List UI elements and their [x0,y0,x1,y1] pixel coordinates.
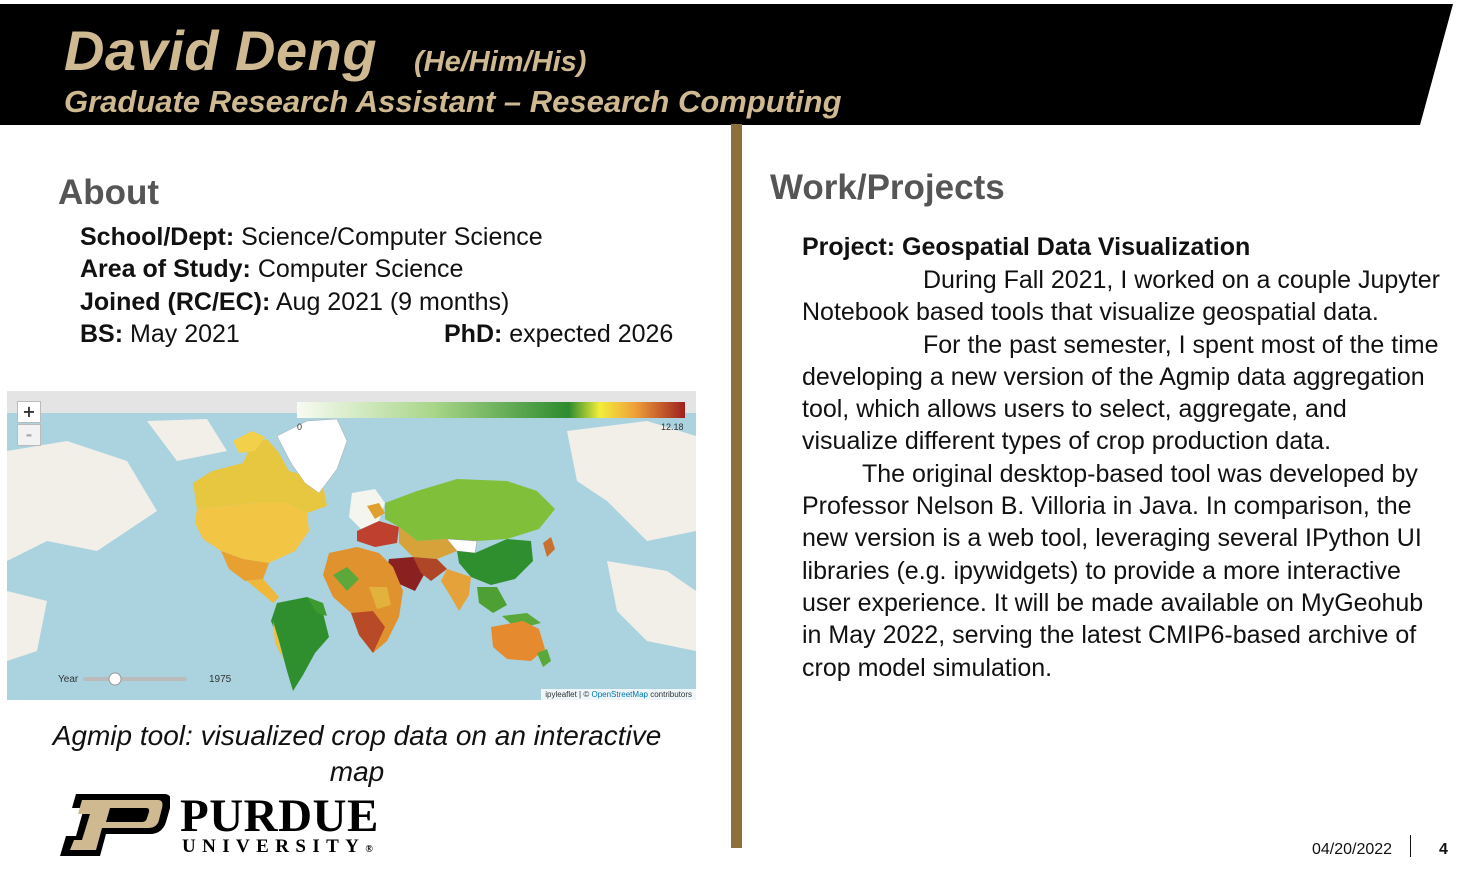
project-title: Project: Geospatial Data Visualization [802,233,1251,261]
map-attribution [541,689,696,700]
presenter-name: David Deng [64,19,378,82]
colorbar-max-label: 12.18 [661,422,684,432]
world-map-graphic [7,391,696,700]
bs-line [80,320,240,349]
title-banner [0,4,1470,125]
year-slider-label: Year [58,674,79,685]
presenter-role: Graduate Research Assistant – Research Computing [64,84,842,119]
year-slider-handle[interactable] [109,673,121,685]
zoom-in-button[interactable]: + [17,401,41,423]
page-number: 4 [1439,841,1448,858]
colorbar-min-label: 0 [297,422,303,432]
map-caption: Agmip tool: visualized crop data on an interactive map [52,720,662,787]
area-value: Computer Science [257,255,464,283]
area-label: Area of Study: [80,255,251,283]
footer-date: 04/20/2022 [1312,841,1393,858]
purdue-p-logo [58,794,170,856]
joined-label: Joined (RC/EC): [80,288,271,316]
paragraph-2: For the past semester, I spent most of the time developing a new version of the Agmip data aggregation tool, which allows users to select, aggregate, and visualize different types of crop production data. [802,330,1439,456]
school-label: School/Dept: [80,223,235,251]
registered-mark: ® [365,844,373,855]
phd-label: PhD: [444,320,503,348]
footer-separator [1410,835,1411,857]
work-heading: Work/Projects [770,168,1005,207]
project-description [802,264,1442,684]
area-line [80,255,463,284]
about-heading: About [58,173,160,212]
column-divider [731,124,742,848]
openstreetmap-link[interactable]: OpenStreetMap [591,690,648,699]
zoom-out-button[interactable]: - [17,424,41,446]
paragraph-3: The original desktop-based tool was developed by Professor Nelson B. Villoria in Java. In comparison, the new version is a web tool, leveraging several IPython UI libraries (e.g. ipywidgets) to provide a more interactive user experience. It will be made available on MyGeohub in May 2022, serving the latest CMIP6-based archive of crop model simulation. [802,459,1424,682]
school-value: Science/Computer Science [241,223,543,251]
university-text: UNIVERSITY [182,836,366,857]
phd-line [444,320,673,349]
paragraph-1: During Fall 2021, I worked on a couple Jupyter Notebook based tools that visualize geospatial data. [802,266,1440,327]
attribution-suffix: contributors [650,690,692,699]
purdue-wordmark: PURDUE [180,790,379,842]
school-line [80,223,543,252]
year-slider-value: 1975 [209,674,232,685]
joined-line [80,288,509,317]
phd-value: expected 2026 [509,320,674,348]
bs-value: May 2021 [130,320,240,348]
presenter-pronouns: (He/Him/His) [414,46,587,78]
university-wordmark [182,836,373,858]
crop-map[interactable] [7,391,696,700]
bs-label: BS: [80,320,124,348]
attribution-prefix: ipyleaflet | © [545,690,590,699]
joined-value: Aug 2021 (9 months) [275,288,510,316]
